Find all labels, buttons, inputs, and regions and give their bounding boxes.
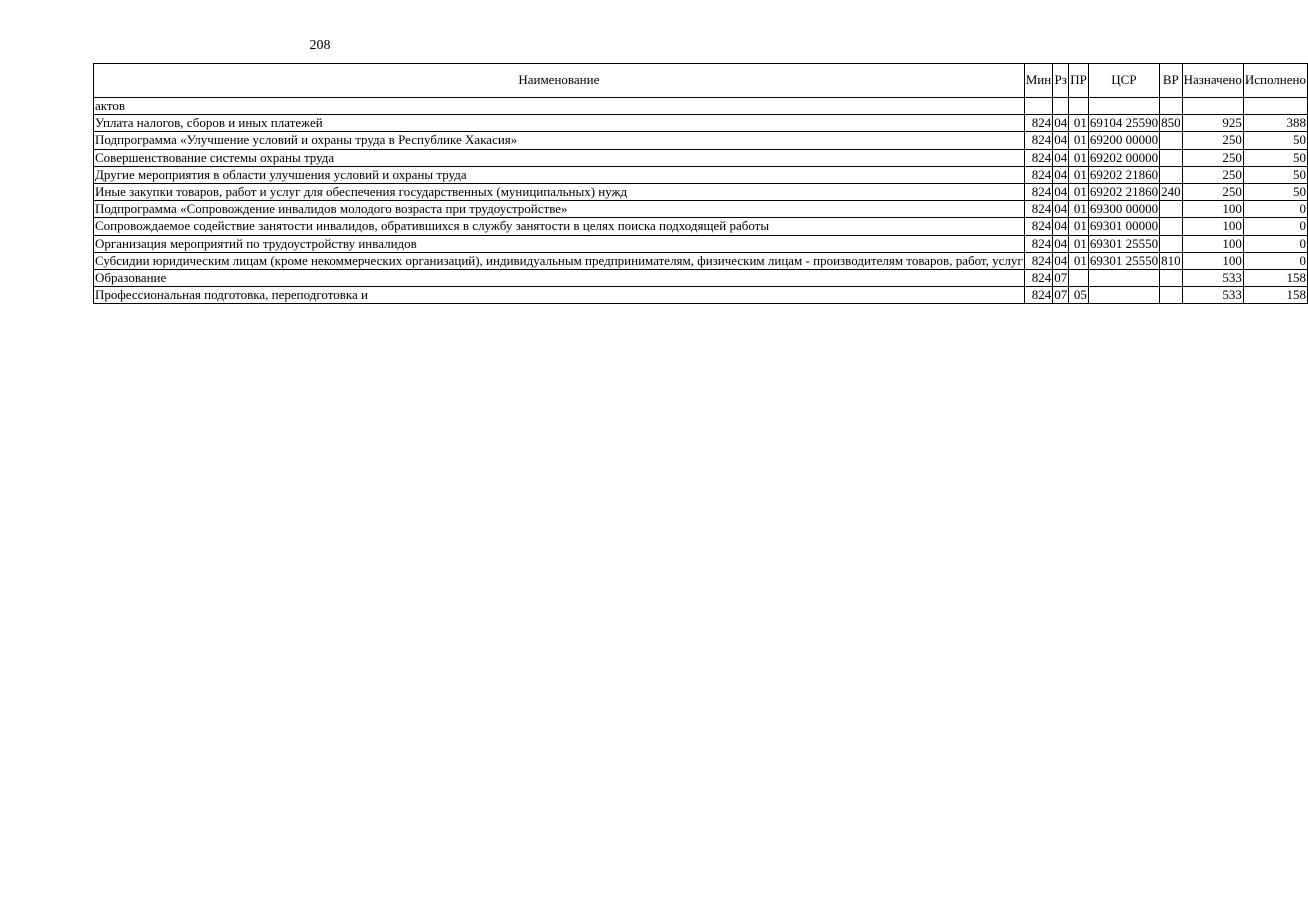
cell-min: 824 bbox=[1024, 115, 1052, 132]
table-row bbox=[94, 166, 1308, 183]
cell-vr bbox=[1160, 98, 1183, 115]
cell-name: Подпрограмма «Сопровождение инвалидов молодого возраста при трудоустройстве» bbox=[94, 201, 1025, 218]
cell-rz bbox=[1053, 98, 1069, 115]
cell-pr: 01 bbox=[1069, 166, 1089, 183]
cell-csr: 69202 21860 bbox=[1089, 166, 1159, 182]
cell-pr: 01 bbox=[1069, 149, 1089, 166]
cell-name: Образование bbox=[94, 270, 1025, 287]
cell-pr bbox=[1069, 98, 1089, 115]
cell-vr: 240 bbox=[1161, 184, 1181, 200]
cell-pr: 01 bbox=[1069, 252, 1089, 269]
cell-executed: 0 bbox=[1243, 201, 1307, 218]
header-assigned: Назначено bbox=[1182, 64, 1243, 98]
cell-pr: 01 bbox=[1069, 235, 1089, 252]
table-row bbox=[94, 149, 1308, 166]
cell-min: 824 bbox=[1024, 252, 1052, 269]
header-pr: ПР bbox=[1069, 64, 1089, 98]
table-row bbox=[94, 184, 1308, 201]
cell-assigned: 925 bbox=[1182, 115, 1243, 132]
cell-rz: 07 bbox=[1054, 287, 1068, 303]
cell-assigned: 100 bbox=[1182, 201, 1243, 218]
table-row bbox=[94, 270, 1308, 287]
cell-csr: 69301 00000 bbox=[1089, 218, 1159, 234]
table-row bbox=[94, 287, 1308, 304]
cell-rz: 04 bbox=[1054, 149, 1068, 165]
cell-csr bbox=[1088, 98, 1159, 115]
cell-name: Профессиональная подготовка, переподготовка и bbox=[94, 287, 1025, 304]
cell-executed: 388 bbox=[1243, 115, 1307, 132]
cell-assigned: 100 bbox=[1182, 235, 1243, 252]
cell-assigned: 250 bbox=[1182, 149, 1243, 166]
table-row bbox=[94, 98, 1308, 115]
cell-assigned: 533 bbox=[1182, 287, 1243, 304]
cell-rz: 04 bbox=[1054, 166, 1068, 182]
cell-name: Сопровождаемое содействие занятости инвалидов, обратившихся в службу занятости в целях поиска подходящей работы bbox=[94, 218, 1025, 235]
cell-vr bbox=[1160, 235, 1183, 252]
cell-name: актов bbox=[94, 98, 1025, 115]
table-header-row bbox=[94, 64, 1308, 98]
budget-table bbox=[93, 63, 1308, 304]
cell-min: 824 bbox=[1024, 287, 1052, 304]
cell-csr: 69104 25590 bbox=[1089, 115, 1159, 131]
table-row bbox=[94, 218, 1308, 235]
cell-vr bbox=[1160, 287, 1183, 304]
cell-rz: 04 bbox=[1054, 252, 1068, 268]
cell-assigned: 100 bbox=[1182, 252, 1243, 269]
header-executed: Исполнено bbox=[1243, 64, 1307, 98]
cell-executed: 50 bbox=[1243, 132, 1307, 149]
cell-csr bbox=[1088, 270, 1159, 287]
cell-executed: 158 bbox=[1243, 270, 1307, 287]
cell-vr bbox=[1160, 166, 1183, 183]
cell-name: Субсидии юридическим лицам (кроме некоммерческих организаций), индивидуальным предпринимателям, физическим лицам - производителям товаров, работ, услуг bbox=[95, 252, 1023, 268]
header-min: Мин bbox=[1024, 64, 1052, 98]
cell-assigned: 250 bbox=[1182, 184, 1243, 201]
cell-assigned: 250 bbox=[1182, 166, 1243, 183]
cell-name: Организация мероприятий по трудоустройству инвалидов bbox=[94, 235, 1025, 252]
cell-executed: 0 bbox=[1243, 235, 1307, 252]
header-vr: ВР bbox=[1160, 64, 1183, 98]
cell-rz: 04 bbox=[1054, 184, 1068, 200]
table-row bbox=[94, 235, 1308, 252]
cell-assigned: 250 bbox=[1182, 132, 1243, 149]
cell-min: 824 bbox=[1024, 201, 1052, 218]
cell-rz: 04 bbox=[1054, 132, 1068, 148]
cell-min: 824 bbox=[1024, 218, 1052, 235]
cell-csr: 69301 25550 bbox=[1089, 235, 1159, 251]
cell-pr: 01 bbox=[1069, 132, 1089, 149]
cell-min: 824 bbox=[1024, 270, 1052, 287]
cell-min: 824 bbox=[1024, 235, 1052, 252]
cell-vr bbox=[1160, 218, 1183, 235]
cell-assigned bbox=[1182, 98, 1243, 115]
cell-rz: 04 bbox=[1054, 115, 1068, 131]
cell-name: Подпрограмма «Улучшение условий и охраны труда в Республике Хакасия» bbox=[94, 132, 1025, 149]
cell-rz: 04 bbox=[1054, 235, 1068, 251]
cell-name: Иные закупки товаров, работ и услуг для обеспечения государственных (муниципальных) нужд bbox=[94, 184, 1025, 201]
cell-executed bbox=[1243, 98, 1307, 115]
cell-csr: 69202 00000 bbox=[1089, 149, 1159, 165]
header-rz: Рз bbox=[1053, 64, 1069, 98]
cell-csr: 69200 00000 bbox=[1089, 132, 1159, 148]
cell-csr: 69202 21860 bbox=[1089, 184, 1159, 200]
cell-vr bbox=[1160, 270, 1183, 287]
cell-assigned: 100 bbox=[1182, 218, 1243, 235]
cell-executed: 50 bbox=[1243, 149, 1307, 166]
cell-min bbox=[1024, 98, 1052, 115]
cell-executed: 50 bbox=[1243, 166, 1307, 183]
cell-name: Другие мероприятия в области улучшения условий и охраны труда bbox=[94, 166, 1025, 183]
cell-pr: 05 bbox=[1069, 287, 1089, 304]
cell-min: 824 bbox=[1024, 184, 1052, 201]
cell-rz: 07 bbox=[1054, 270, 1068, 286]
header-csr: ЦСР bbox=[1088, 64, 1159, 98]
table-row bbox=[94, 201, 1308, 218]
cell-name: Совершенствование системы охраны труда bbox=[94, 149, 1025, 166]
cell-rz: 04 bbox=[1054, 218, 1068, 234]
cell-executed: 50 bbox=[1243, 184, 1307, 201]
cell-vr: 810 bbox=[1161, 252, 1181, 268]
cell-vr: 850 bbox=[1161, 115, 1181, 131]
cell-executed: 0 bbox=[1243, 218, 1307, 235]
cell-pr: 01 bbox=[1069, 201, 1089, 218]
cell-executed: 0 bbox=[1243, 252, 1307, 269]
cell-min: 824 bbox=[1024, 166, 1052, 183]
cell-executed: 158 bbox=[1243, 287, 1307, 304]
page-number: 208 bbox=[309, 38, 331, 53]
cell-assigned: 533 bbox=[1182, 270, 1243, 287]
cell-csr: 69300 00000 bbox=[1089, 201, 1159, 217]
header-name: Наименование bbox=[94, 64, 1025, 98]
cell-csr: 69301 25550 bbox=[1089, 252, 1159, 268]
cell-rz: 04 bbox=[1054, 201, 1068, 217]
table-row bbox=[94, 132, 1308, 149]
cell-vr bbox=[1160, 149, 1183, 166]
cell-min: 824 bbox=[1024, 149, 1052, 166]
table-row bbox=[94, 252, 1308, 269]
cell-min: 824 bbox=[1024, 132, 1052, 149]
cell-pr: 01 bbox=[1069, 115, 1089, 132]
table-row bbox=[94, 115, 1308, 132]
cell-name: Уплата налогов, сборов и иных платежей bbox=[94, 115, 1025, 132]
cell-vr bbox=[1160, 201, 1183, 218]
cell-pr: 01 bbox=[1069, 218, 1089, 235]
cell-vr bbox=[1160, 132, 1183, 149]
cell-pr bbox=[1069, 270, 1089, 287]
cell-csr bbox=[1088, 287, 1159, 304]
cell-pr: 01 bbox=[1069, 184, 1089, 201]
